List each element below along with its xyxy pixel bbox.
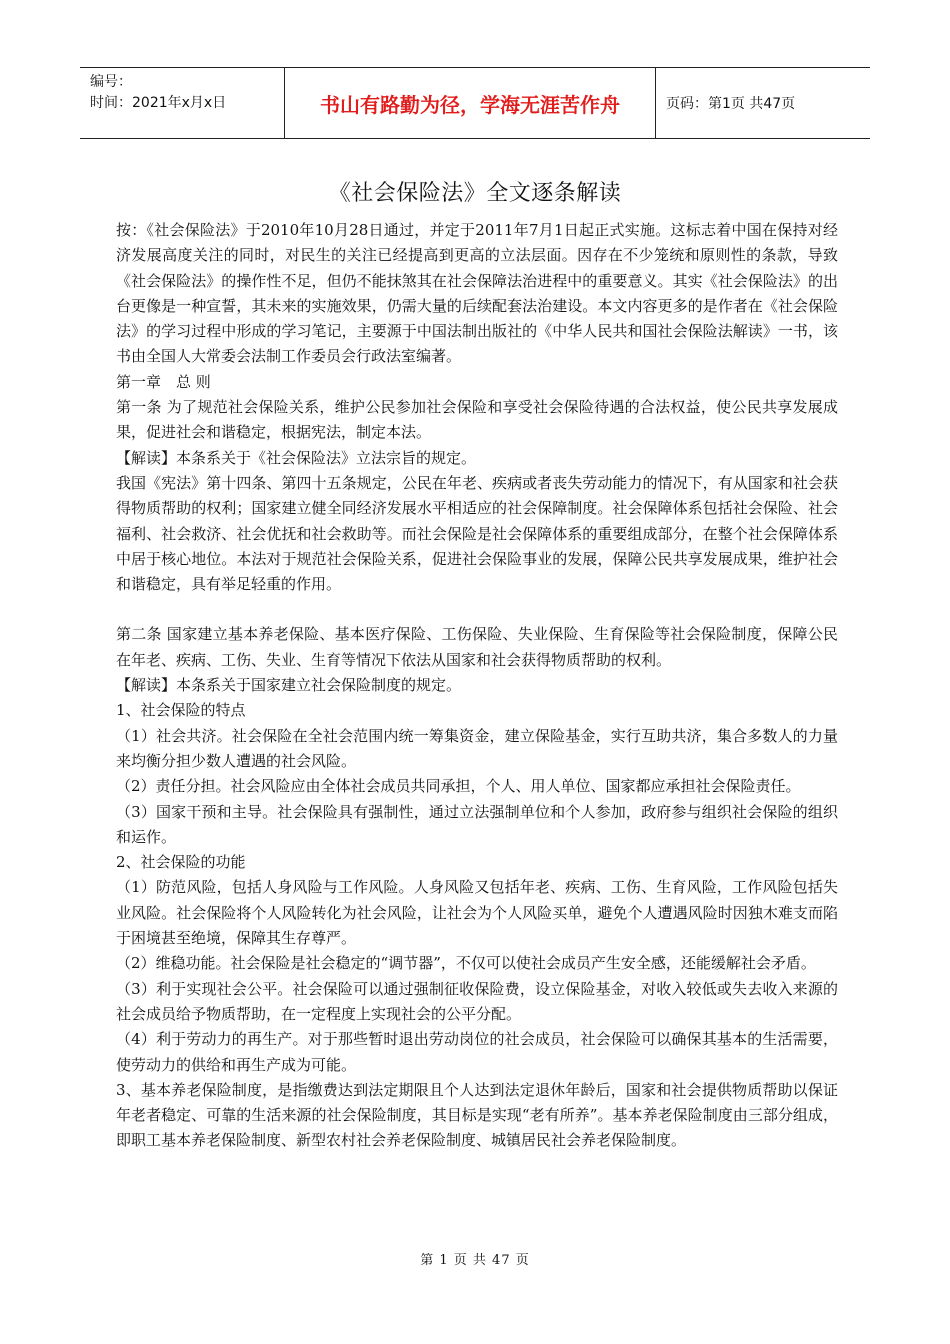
- list-item: （1）社会共济。社会保险在全社会范围内统一筹集资金，建立保险基金，实行互助共济，集合多数人的力量来均衡分担少数人遭遇的社会风险。: [116, 726, 838, 770]
- document-body: [116, 218, 838, 1154]
- page-label: 页码：第1页 共47页: [666, 96, 796, 112]
- chapter-heading: 第一章 总 则: [116, 372, 211, 391]
- list-item: （2）责任分担。社会风险应由全体社会成员共同承担，个人、用人单位、国家都应承担社会保险责任。: [116, 777, 801, 796]
- article-1-interpretation: 【解读】本条系关于《社会保险法》立法宗旨的规定。: [116, 448, 477, 467]
- list-item: （3）国家干预和主导。社会保险具有强制性，通过立法强制单位和个人参加，政府参与组织社会保险的组织和运作。: [116, 802, 838, 846]
- list-item: （4）利于劳动力的再生产。对于那些暂时退出劳动岗位的社会成员，社会保险可以确保其基本的生活需要，使劳动力的供给和再生产成为可能。: [116, 1030, 838, 1074]
- article-1: 第一条 为了规范社会保险关系，维护公民参加社会保险和享受社会保险待遇的合法权益，使公民共享发展成果，促进社会和谐稳定，根据宪法，制定本法。: [116, 398, 838, 442]
- header-motto: [284, 68, 656, 138]
- section-pension: 3、基本养老保险制度，是指缴费达到法定期限且个人达到法定退休年龄后，国家和社会提供物质帮助以保证年老者稳定、可靠的生活来源的社会保险制度，其目标是实现“老有所养”。基本养老保险制度由三部分组成，即职工基本养老保险制度、新型农村社会养老保险制度、城镇居民社会养老保险制度。: [116, 1080, 838, 1150]
- header-page-info: [656, 68, 870, 138]
- article-2-interpretation: 【解读】本条系关于国家建立社会保险制度的规定。: [116, 676, 462, 695]
- document-header: [80, 67, 870, 139]
- page-footer: 第 1 页 共 47 页: [420, 1253, 530, 1268]
- section-heading-features: 1、社会保险的特点: [116, 701, 246, 720]
- list-item: （2）维稳功能。社会保险是社会稳定的“调节器”，不仅可以使社会成员产生安全感，还能缓解社会矛盾。: [116, 954, 816, 973]
- paragraph-intro: 按：《社会保险法》于2010年10月28日通过，并定于2011年7月1日起正式实施。这标志着中国在保持对经济发展高度关注的同时，对民生的关注已经提高到更高的立法层面。因存在不少笼统和原则性的条款，导致《社会保险法》的操作性不足，但仍不能抹煞其在社会保障法治进程中的重要意义。其实《社会保险法》的出台更像是一种宣誓，其未来的实施效果，仍需大量的后续配套法治建设。本文内容更多的是作者在《社会保险法》的学习过程中形成的学习笔记，主要源于中国法制出版社的《中华人民共和国社会保险法解读》一书，该书由全国人大常委会法制工作委员会行政法室编著。: [116, 221, 838, 366]
- document-title: 《社会保险法》全文逐条解读: [328, 181, 622, 206]
- serial-number-label: 编号：: [90, 74, 132, 90]
- paragraph-spacer: [116, 597, 838, 622]
- section-heading-functions: 2、社会保险的功能: [116, 853, 246, 872]
- article-1-body: 我国《宪法》第十四条、第四十五条规定，公民在年老、疾病或者丧失劳动能力的情况下，有从国家和社会获得物质帮助的权利；国家建立健全同经济发展水平相适应的社会保障制度。社会保障体系包括社会保险、社会福利、社会救济、社会优抚和社会救助等。而社会保险是社会保障体系的重要组成部分，在整个社会保障体系中居于核心地位。本法对于规范社会保险关系，促进社会保险事业的发展，保障公民共享发展成果，维护社会和谐稳定，具有举足轻重的作用。: [116, 473, 838, 594]
- header-meta: [80, 68, 284, 138]
- motto-text: 书山有路勤为径，学海无涯苦作舟: [320, 92, 620, 117]
- date-label: 时间：2021年x月x日: [90, 95, 227, 111]
- article-2: 第二条 国家建立基本养老保险、基本医疗保险、工伤保险、失业保险、生育保险等社会保险制度，保障公民在年老、疾病、工伤、失业、生育等情况下依法从国家和社会获得物质帮助的权利。: [116, 625, 838, 669]
- list-item: （1）防范风险，包括人身风险与工作风险。人身风险又包括年老、疾病、工伤、生育风险，工作风险包括失业风险。社会保险将个人风险转化为社会风险，让社会为个人风险买单，避免个人遭遇风险时因独木难支而陷于困境甚至绝境，保障其生存尊严。: [116, 878, 838, 948]
- list-item: （3）利于实现社会公平。社会保险可以通过强制征收保险费，设立保险基金，对收入较低或失去收入来源的社会成员给予物质帮助，在一定程度上实现社会的公平分配。: [116, 979, 838, 1023]
